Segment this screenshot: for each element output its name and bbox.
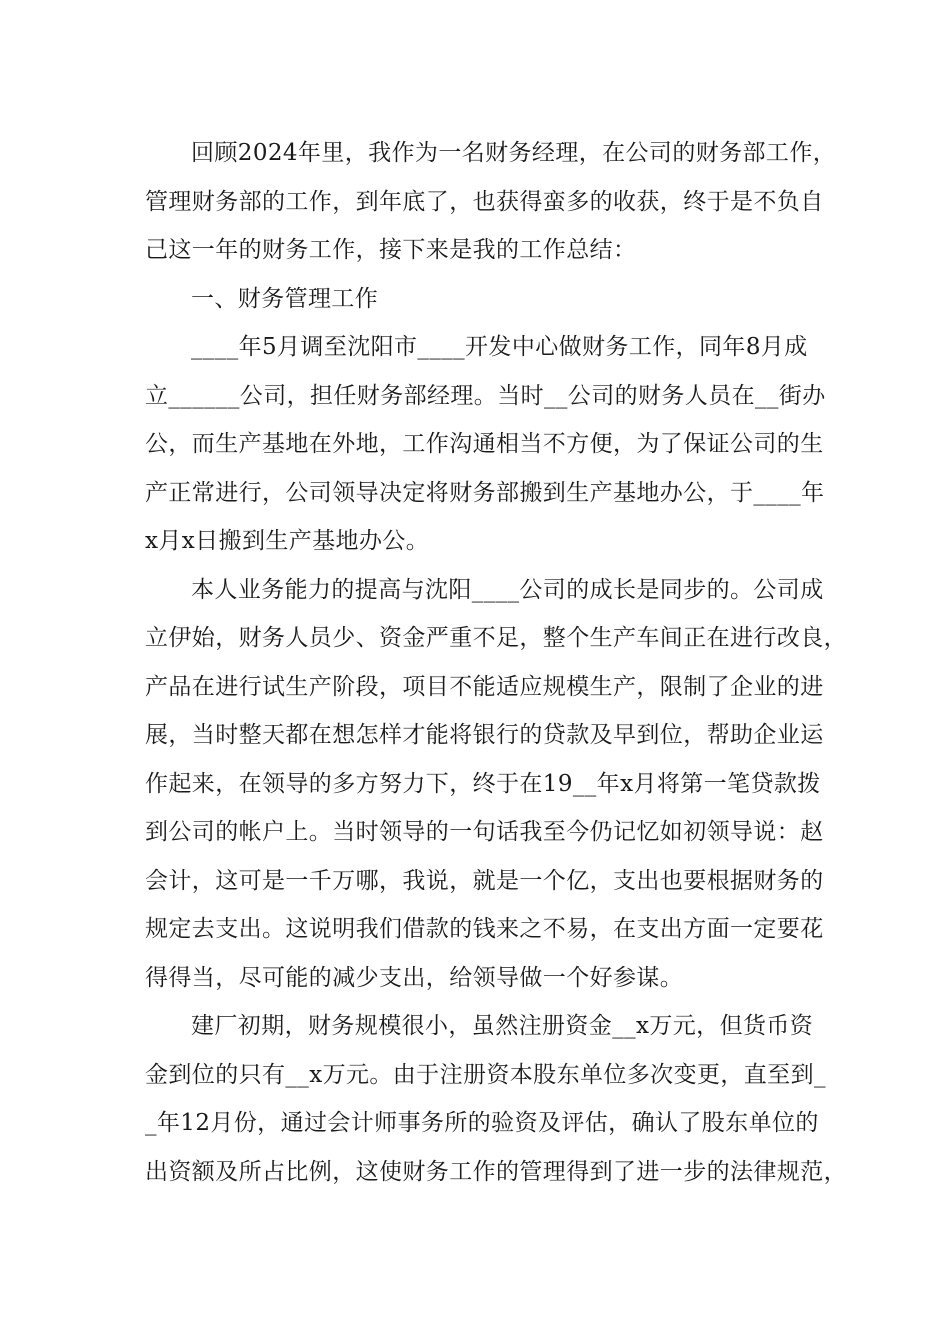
paragraph-line: x月x日搬到生产基地办公。 (145, 528, 430, 554)
paragraph-line: 产正常进行，公司领导决定将财务部搬到生产基地办公，于____年 (145, 479, 825, 506)
paragraph-line: 管理财务部的工作，到年底了，也获得蛮多的收获，终于是不负自 (145, 188, 824, 215)
paragraph-line: 立伊始，财务人员少、资金严重不足，整个生产车间正在进行改良， (145, 625, 847, 651)
paragraph-line: 回顾2024年里，我作为一名财务经理，在公司的财务部工作， (191, 140, 837, 166)
paragraph-line: 本人业务能力的提高与沈阳____公司的成长是同步的。公司成 (191, 576, 824, 603)
paragraph-line: 展，当时整天都在想怎样才能将银行的贷款及早到位，帮助企业运 (145, 722, 824, 748)
paragraph-line: 会计，这可是一千万哪，我说，就是一个亿，支出也要根据财务的 (145, 867, 824, 894)
paragraph-line: 到公司的帐户上。当时领导的一句话我至今仍记忆如初领导说：赵 (145, 819, 824, 845)
paragraph-line: 公，而生产基地在外地，工作沟通相当不方便，为了保证公司的生 (145, 431, 824, 457)
paragraph-line: 立______公司，担任财务部经理。当时__公司的财务人员在__街办 (145, 382, 826, 409)
paragraph-line: 作起来，在领导的多方努力下，终于在19__年x月将第一笔贷款拨 (145, 770, 821, 797)
paragraph-line: 己这一年的财务工作，接下来是我的工作总结： (145, 237, 637, 263)
paragraph-line: _年12月份，通过会计师事务所的验资及评估，确认了股东单位的 (145, 1110, 819, 1136)
paragraph-line: ____年5月调至沈阳市____开发中心做财务工作，同年8月成 (191, 334, 808, 360)
paragraph-line: 产品在进行试生产阶段，项目不能适应规模生产，限制了企业的进 (145, 673, 824, 700)
paragraph-line: 金到位的只有__x万元。由于注册资本股东单位多次变更，直至到_ (145, 1061, 826, 1088)
section-heading: 一、财务管理工作 (191, 285, 379, 312)
paragraph-line: 出资额及所占比例，这使财务工作的管理得到了进一步的法律规范， (145, 1158, 847, 1185)
paragraph-line: 规定去支出。这说明我们借款的钱来之不易，在支出方面一定要花 (145, 916, 824, 942)
paragraph-line: 建厂初期，财务规模很小，虽然注册资金__x万元，但货币资 (191, 1013, 814, 1039)
document-body (145, 129, 847, 1196)
paragraph-line: 得得当，尽可能的减少支出，给领导做一个好参谋。 (145, 964, 684, 991)
